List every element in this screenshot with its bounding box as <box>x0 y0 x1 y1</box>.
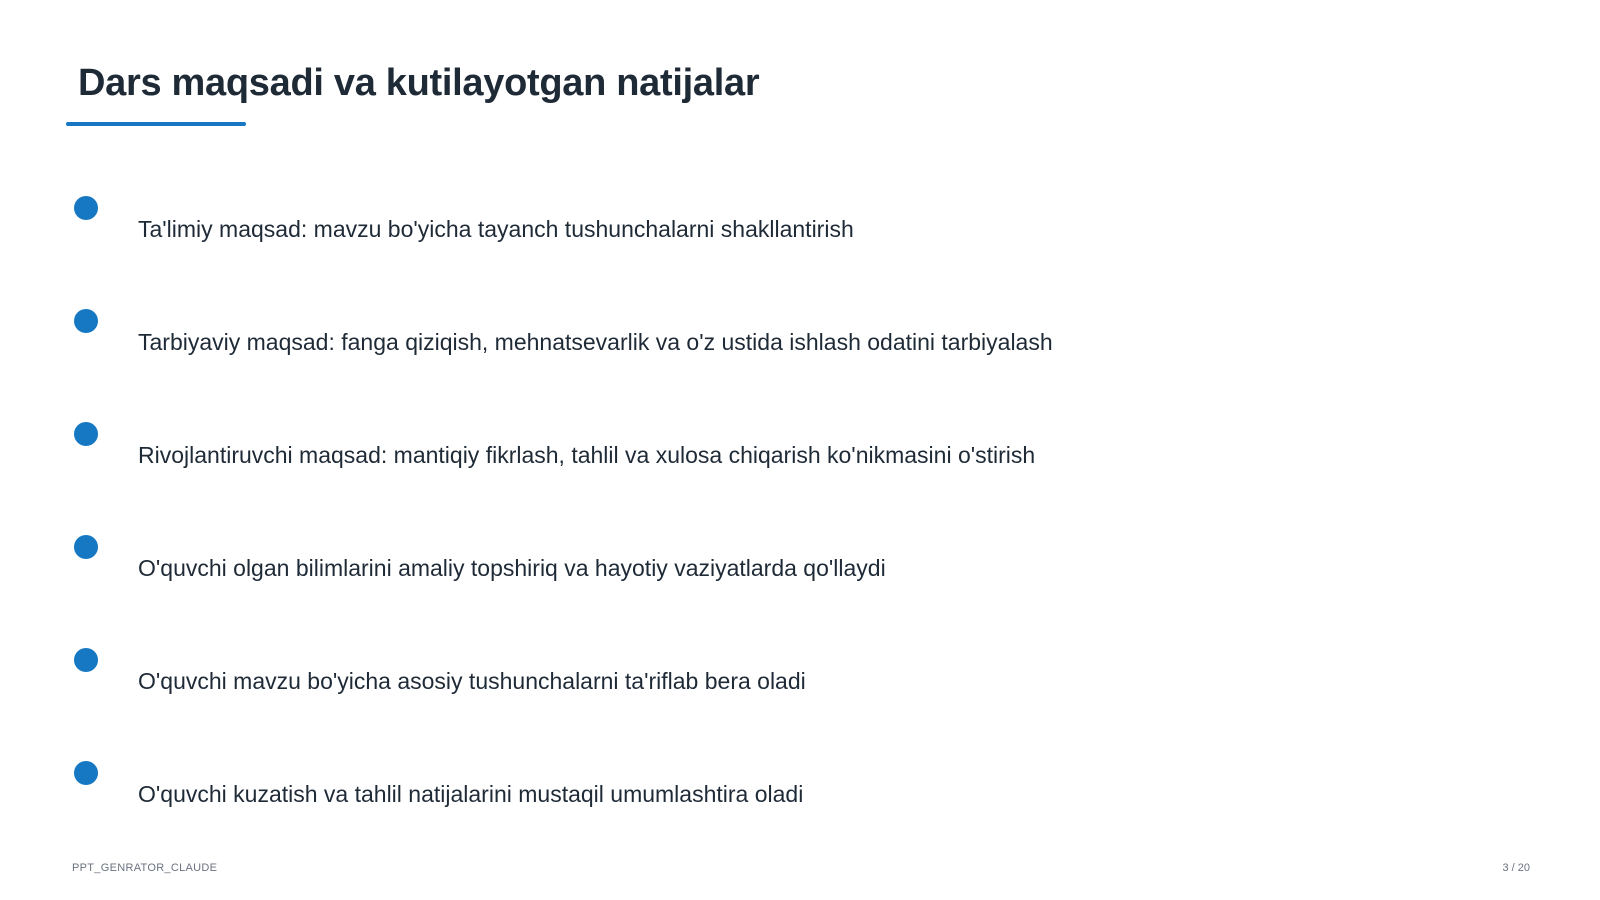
bullet-item <box>0 196 1200 256</box>
bullet-text: Rivojlantiruvchi maqsad: mantiqiy fikrlash, tahlil va xulosa chiqarish ko'nikmasini o'stirish <box>138 442 1036 468</box>
slide-title: Dars maqsadi va kutilayotgan natijalar <box>78 62 760 104</box>
bullet-dot-icon <box>74 309 98 333</box>
bullet-item <box>0 648 1200 708</box>
title-underline <box>66 122 246 126</box>
footer-source: PPT_GENRATOR_CLAUDE <box>72 862 218 874</box>
bullet-dot-icon <box>74 648 98 672</box>
bullet-dot-icon <box>74 422 98 446</box>
bullet-text: O'quvchi mavzu bo'yicha asosiy tushunchalarni ta'riflab bera oladi <box>138 668 806 694</box>
bullet-item <box>0 309 1200 369</box>
bullet-dot-icon <box>74 196 98 220</box>
bullet-item <box>0 422 1200 482</box>
bullet-text: O'quvchi kuzatish va tahlil natijalarini mustaqil umumlashtira oladi <box>138 781 804 807</box>
bullet-text: Ta'limiy maqsad: mavzu bo'yicha tayanch tushunchalarni shakllantirish <box>138 216 854 242</box>
bullet-dot-icon <box>74 761 98 785</box>
bullet-text: O'quvchi olgan bilimlarini amaliy topshiriq va hayotiy vaziyatlarda qo'llaydi <box>138 555 886 581</box>
bullet-item <box>0 761 1200 821</box>
bullet-dot-icon <box>74 535 98 559</box>
page-number: 3 / 20 <box>1502 862 1530 874</box>
bullet-text: Tarbiyaviy maqsad: fanga qiziqish, mehnatsevarlik va o'z ustida ishlash odatini tarbiyalash <box>138 329 1053 355</box>
bullet-item <box>0 535 1200 595</box>
